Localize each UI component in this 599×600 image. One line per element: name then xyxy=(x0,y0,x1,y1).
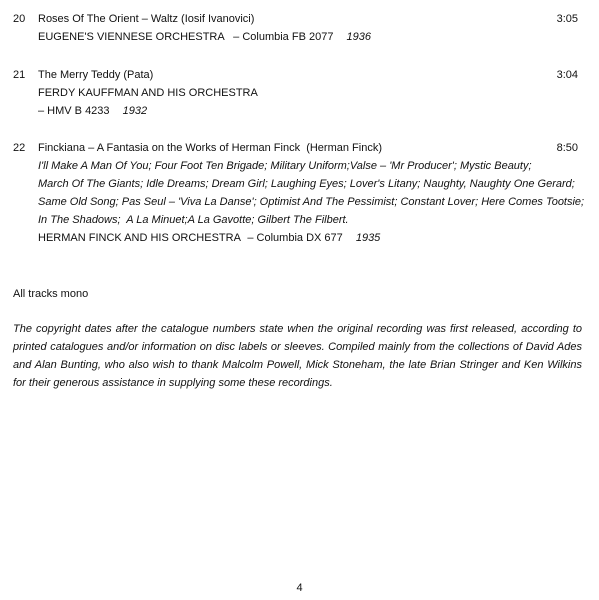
track-duration: 3:05 xyxy=(556,13,578,25)
track-catalogue: – Columbia FB 2077 xyxy=(233,31,334,43)
copyright-note: The copyright dates after the catalogue numbers state when the original recording was first released, according to printed catalogues and/or information on disc labels or sleeves. Compiled mainly from the collections of David Ades and Alan Bunting, who also wish to thank Malcolm Powell, Mick Stoneham, the late Brian Stringer and Ken Wilkins for their generous assistance in supplying some these recordings. xyxy=(13,323,582,389)
track-performer-line xyxy=(0,84,599,102)
track-year: 1935 xyxy=(355,232,381,244)
track-header xyxy=(0,10,599,28)
medley-contents-line: In The Shadows; A La Minuet;A La Gavotte; Gilbert The Filbert. xyxy=(38,214,349,226)
track-catalogue: – HMV B 4233 xyxy=(38,105,110,117)
medley-contents-line: March Of The Giants; Idle Dreams; Dream Girl; Laughing Eyes; Lover's Litany; Naughty, Naughty One Gerard; xyxy=(38,178,575,190)
track-performer: FERDY KAUFFMAN AND HIS ORCHESTRA xyxy=(38,87,258,99)
track-performer: EUGENE'S VIENNESE ORCHESTRA xyxy=(38,31,225,43)
track-header xyxy=(0,66,599,84)
track-credit xyxy=(0,229,599,247)
track-credit xyxy=(0,28,599,46)
track-number: 21 xyxy=(13,69,26,81)
track-duration: 3:04 xyxy=(556,69,578,81)
track-performer: HERMAN FINCK AND HIS ORCHESTRA xyxy=(38,232,241,244)
track-entry xyxy=(0,10,599,46)
track-catalogue-line xyxy=(0,102,599,120)
medley-contents-line: Same Old Song; Pas Seul – 'Viva La Danse'; Optimist And The Pessimist; Constant Lover; Here Comes Tootsie; xyxy=(38,196,585,208)
track-header xyxy=(0,139,599,157)
track-number: 20 xyxy=(13,13,26,25)
track-catalogue: – Columbia DX 677 xyxy=(247,232,343,244)
page-number: 4 xyxy=(296,582,303,594)
track-number: 22 xyxy=(13,142,26,154)
track-year: 1932 xyxy=(122,105,148,117)
medley-contents-line: I'll Make A Man Of You; Four Foot Ten Brigade; Military Uniform;Valse – 'Mr Producer'; Mystic Beauty; xyxy=(38,160,532,172)
track-entry xyxy=(0,66,599,120)
track-entry xyxy=(0,139,599,247)
track-year: 1936 xyxy=(346,31,371,43)
track-title: Roses Of The Orient – Waltz (Iosif Ivanovici) xyxy=(38,13,255,25)
mono-note: All tracks mono xyxy=(13,288,89,300)
track-title: Finckiana – A Fantasia on the Works of Herman Finck (Herman Finck) xyxy=(38,142,382,154)
track-title: The Merry Teddy (Pata) xyxy=(38,69,154,81)
track-duration: 8:50 xyxy=(556,142,578,154)
